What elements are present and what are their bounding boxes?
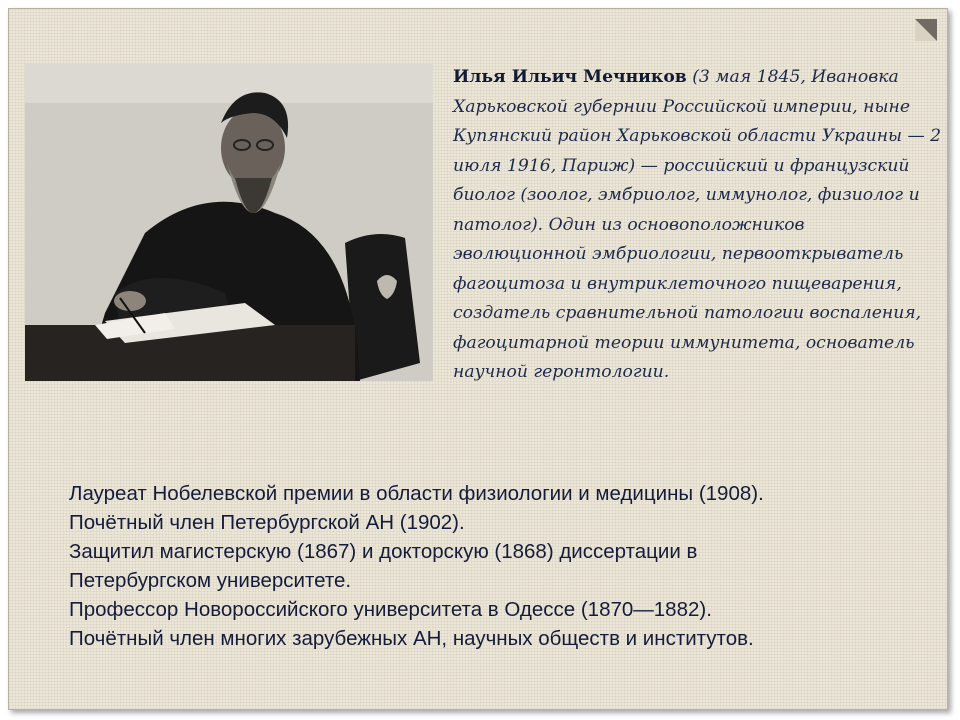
portrait-image [25,63,433,381]
fact-line: Почётный член Петербургской АН (1902). [69,511,465,534]
fact-line: Лауреат Нобелевской премии в области физиологии и медицины (1908). [69,482,764,505]
fact-line: Почётный член многих зарубежных АН, научных обществ и институтов. [69,627,754,650]
page-corner-shadow [915,19,937,41]
biography-details: (3 мая 1845, Ивановка Харьковской губернии Российской империи, ныне Купянский район Харьковской области Украины — 2 июля 1916, Париж) — российский и французский биолог (зоолог, эмбриолог, иммунолог, физиолог и патолог). Один из основоположников эволюционной эмбриологии, первооткрыватель фагоцитоза и внутриклеточного пищеварения, создатель сравнительной патологии воспаления, фагоцитарной теории иммунитета, основатель научной геронтологии. [453,67,942,382]
person-name: Илья Ильич Мечников [453,67,687,87]
portrait-photo [25,63,433,381]
biography-paragraph [453,63,943,388]
slide [8,8,948,710]
fact-line: Петербургском университете. [69,569,352,592]
fact-line: Профессор Новороссийского университета в Одессе (1870—1882). [69,598,712,621]
fact-line: Защитил магистерскую (1867) и докторскую (1868) диссертации в [69,540,698,563]
facts-block [69,479,929,653]
